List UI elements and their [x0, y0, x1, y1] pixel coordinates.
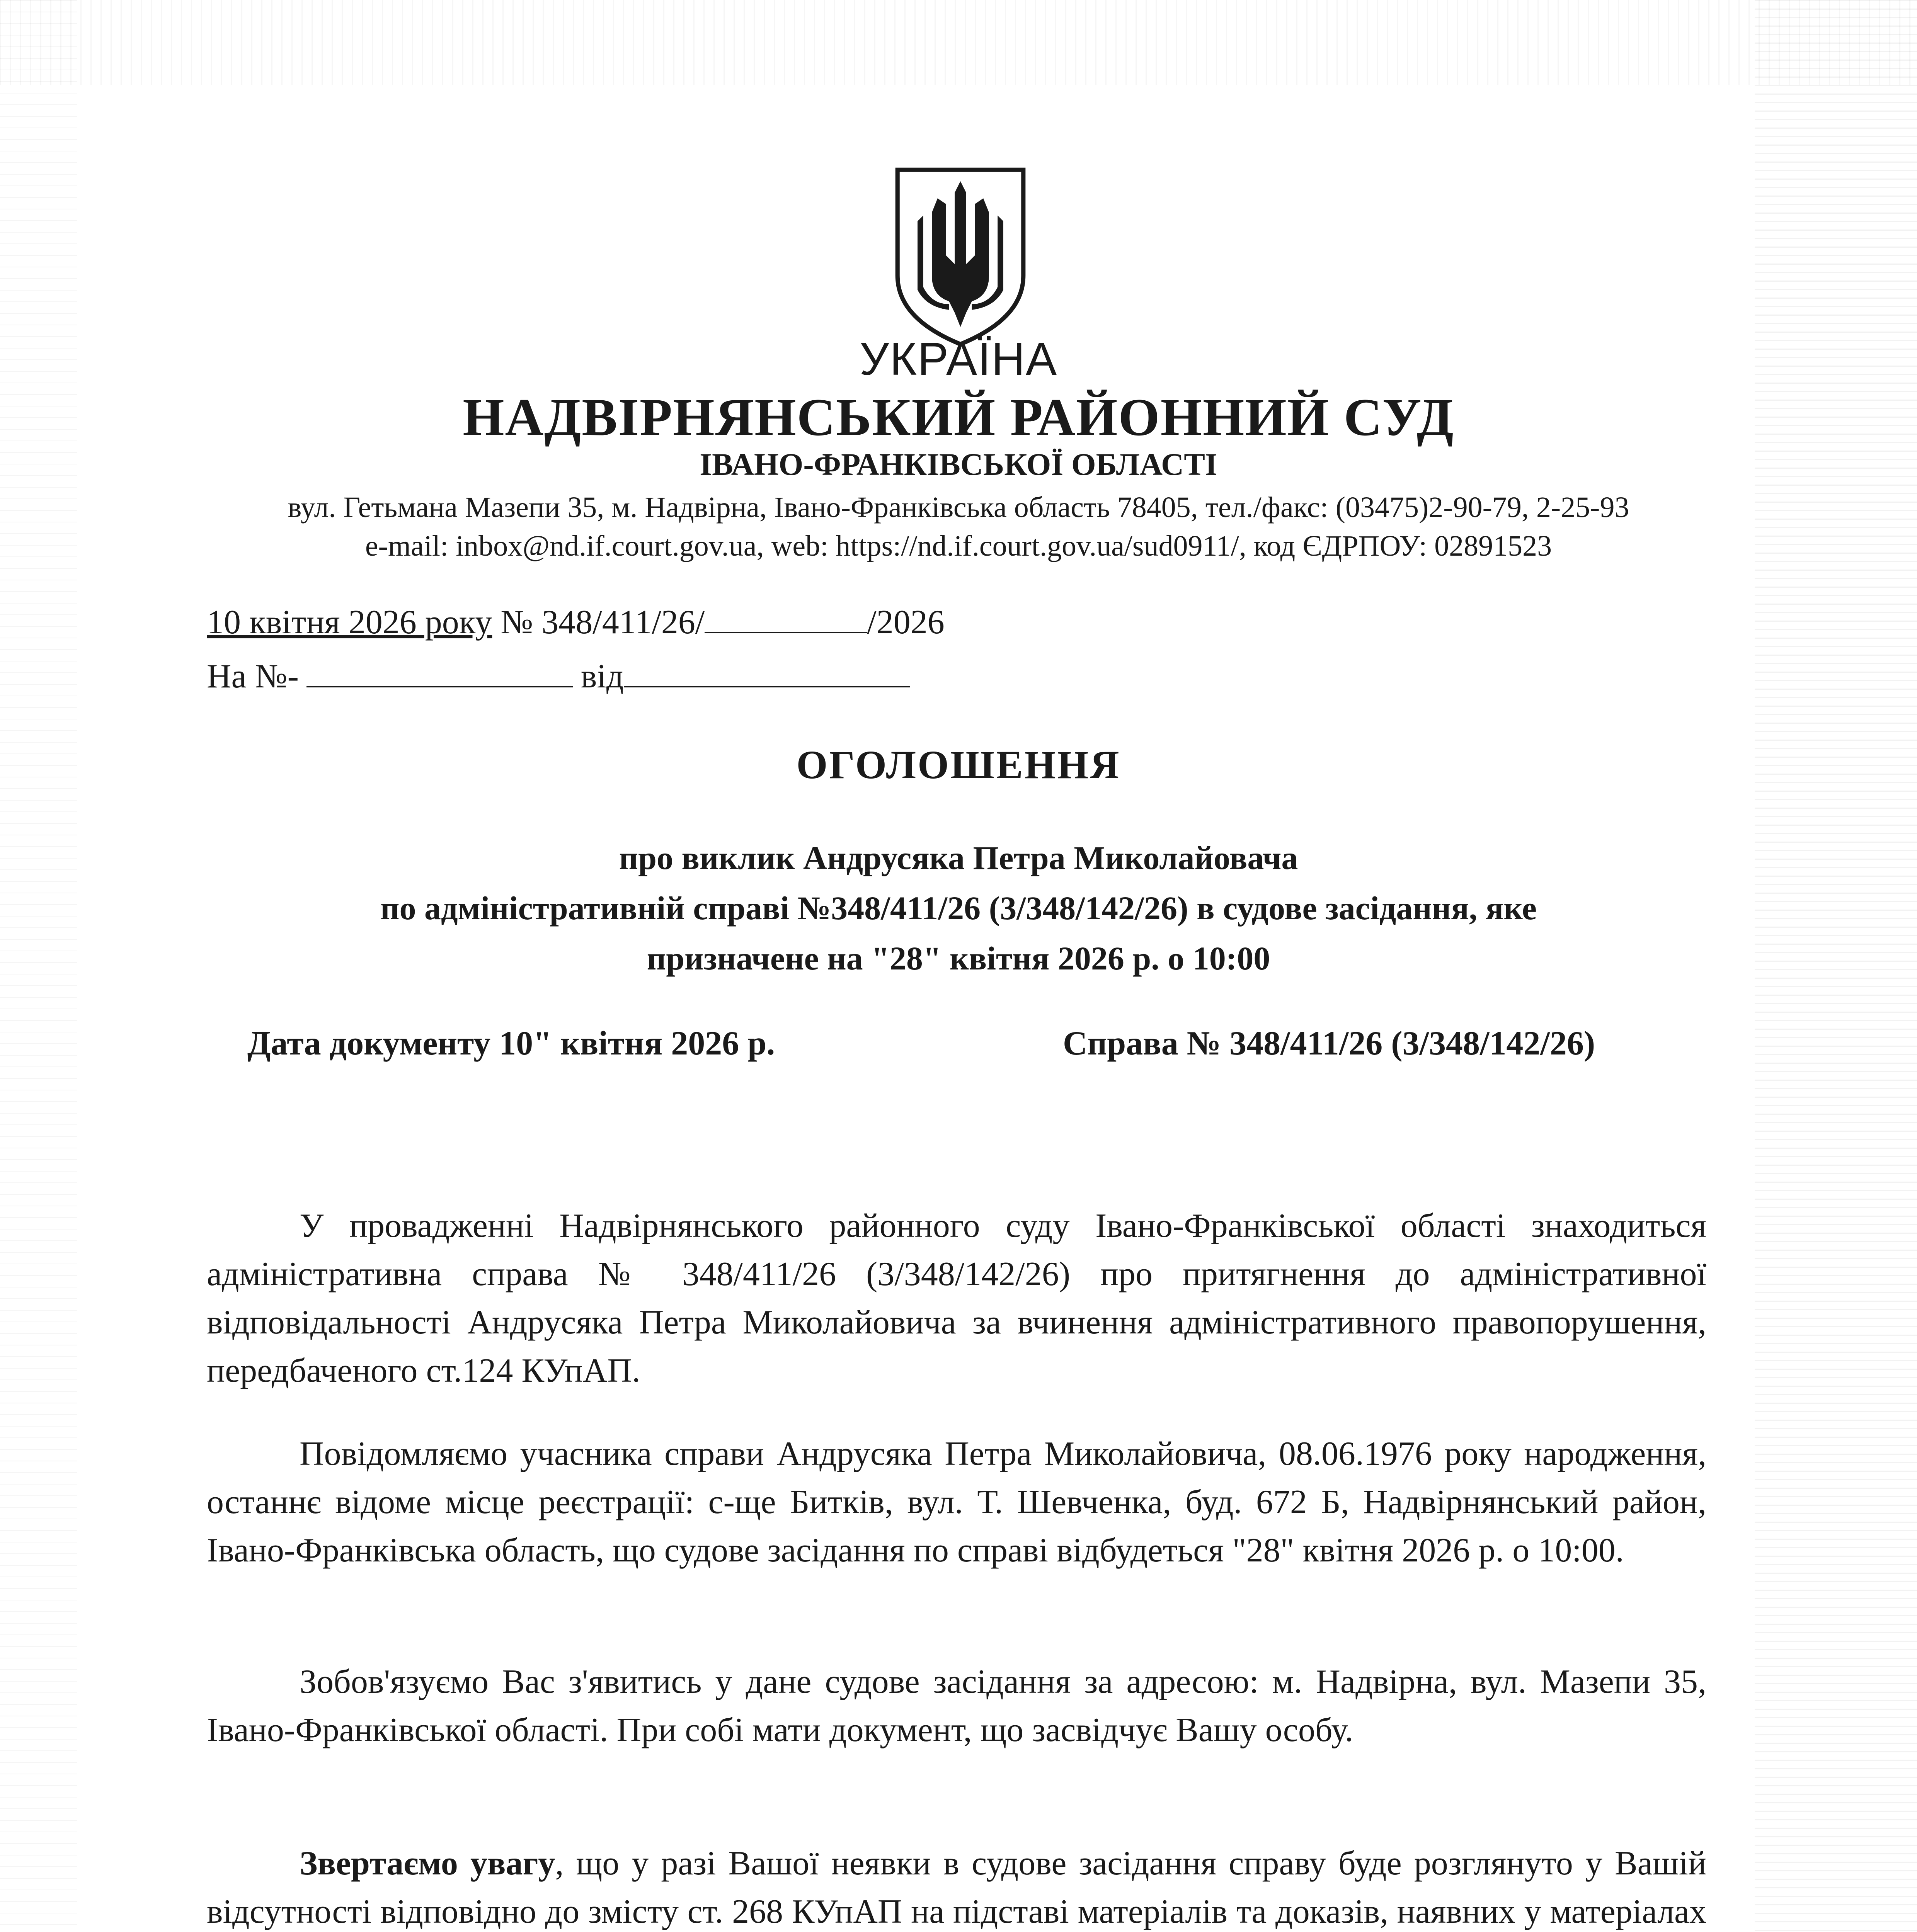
case-number: Справа № 348/411/26 (3/348/142/26)	[1063, 1025, 1595, 1062]
reply-number-blank	[306, 659, 573, 687]
outgoing-number-suffix: /2026	[867, 604, 945, 641]
reply-from-label: від	[581, 658, 624, 695]
attention-text: , що у разі Вашої неявки в судове засідання справу буде розглянуто у Вашій відсутності відповідно до змісту ст. 268 КУпАП на підставі матеріалів та доказів, наявних у матеріалах	[207, 1845, 1707, 1930]
body-paragraph: Повідомляємо учасника справи Андрусяка Петра Миколайовича, 08.06.1976 року народження, останнє відоме місце реєстрації: с-ще Битків, вул. Т. Шевченка, буд. 672 Б, Надвірнянський район, Івано-Франківська область, що судове засідання по справі відбудеться "28" квітня 2026 р. о 10:00.	[207, 1435, 1706, 1569]
body-paragraph: Зобов'язуємо Вас з'явитись у дане судове засідання за адресою: м. Надвірна, вул. Мазепи 35, Івано-Франківської області. При собі мати документ, що засвідчує Вашу особу.	[207, 1663, 1706, 1749]
reply-reference-line	[207, 657, 910, 696]
outgoing-number-blank	[705, 605, 867, 633]
notice-heading: ОГОЛОШЕННЯ	[796, 743, 1121, 787]
coat-of-arms-icon	[889, 162, 1032, 352]
court-name: НАДВІРНЯНСЬКИЙ РАЙОННИЙ СУД	[463, 388, 1454, 447]
country-name: УКРАЇНА	[859, 333, 1058, 385]
body-paragraph	[207, 1839, 1706, 1932]
court-address: вул. Гетьмана Мазепи 35, м. Надвірна, Івано-Франківська область 78405, тел./факс: (03475)2-90-79, 2-25-93	[288, 491, 1629, 524]
body-paragraph: У провадженні Надвірнянського районного суду Івано-Франківської області знаходиться адміністративна справа № 348/411/26 (3/348/142/26) про притягнення до адміністративної відповідальності Андрусяка Петра Миколайовича за вчинення адміністративного правопорушення, передбаченого ст.124 КУпАП.	[207, 1207, 1706, 1389]
reply-label: На №-	[207, 658, 299, 695]
notice-subtitle-line: про виклик Андрусяка Петра Миколайовача	[619, 839, 1298, 876]
document-date: Дата документу 10" квітня 2026 р.	[247, 1025, 775, 1062]
outgoing-date: 10 квітня 2026 року	[207, 604, 492, 641]
outgoing-number-line	[207, 603, 945, 642]
court-region: ІВАНО-ФРАНКІВСЬКОЇ ОБЛАСТІ	[700, 447, 1217, 482]
scan-artifact-top	[0, 0, 1917, 85]
attention-emphasis: Звертаємо увагу	[300, 1845, 555, 1882]
notice-subtitle-line: по адміністративній справі №348/411/26 (3/348/142/26) в судове засідання, яке	[380, 889, 1537, 927]
notice-subtitle-line: призначене на "28" квітня 2026 р. о 10:00	[647, 940, 1270, 977]
reply-date-blank	[624, 659, 910, 687]
outgoing-number-prefix: № 348/411/26/	[501, 604, 705, 641]
court-contacts: e-mail: inbox@nd.if.court.gov.ua, web: https://nd.if.court.gov.ua/sud0911/, код ЄДРПОУ: 02891523	[365, 530, 1552, 562]
